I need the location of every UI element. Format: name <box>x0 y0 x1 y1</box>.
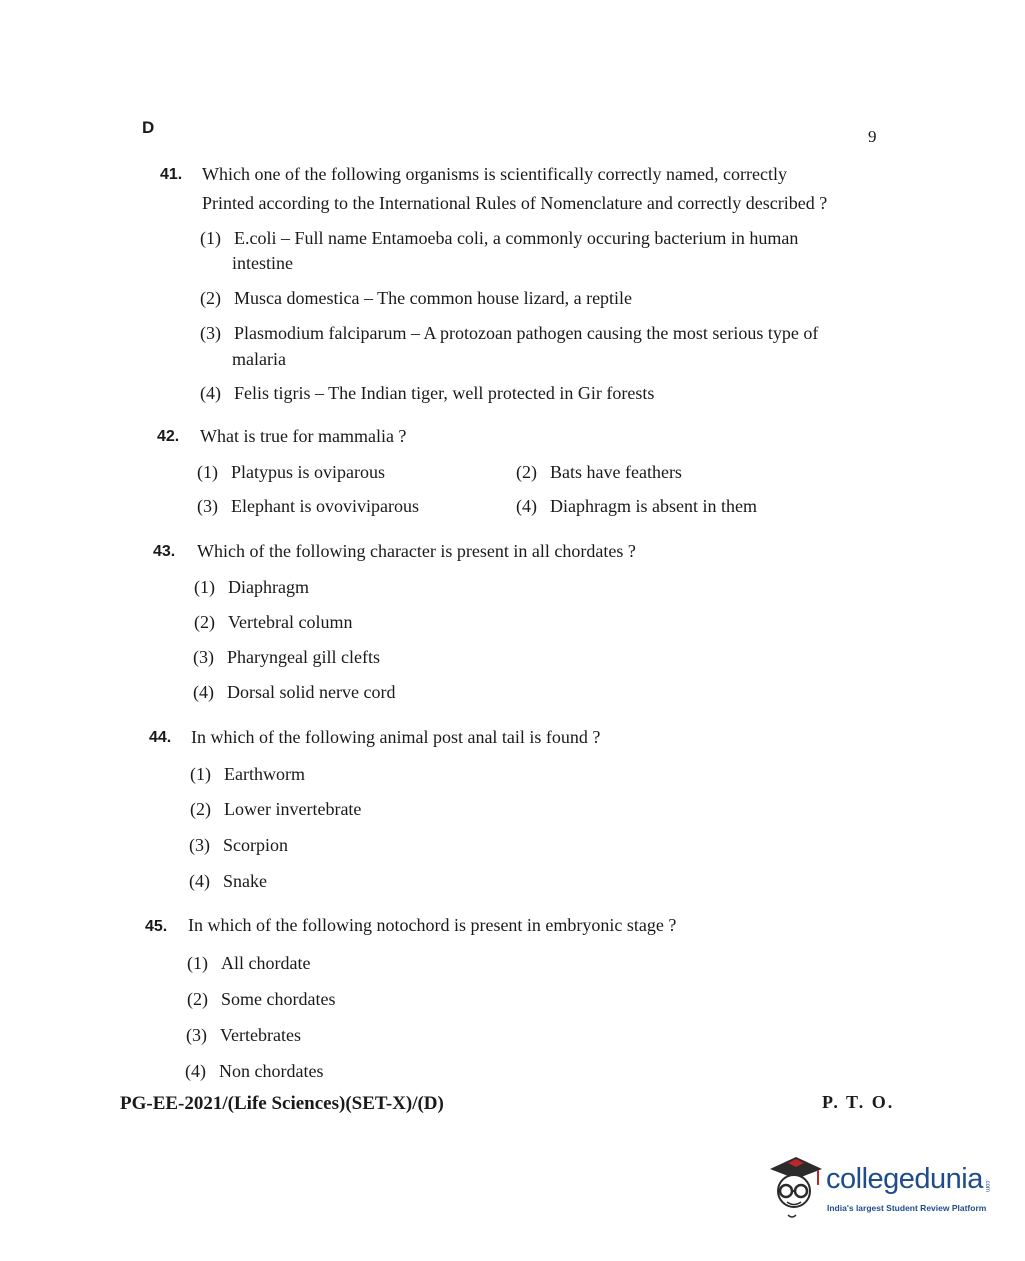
q42-option-1 <box>197 460 385 484</box>
option-number: (4) <box>200 383 221 403</box>
page-number: 9 <box>868 127 877 146</box>
option-number: (1) <box>194 577 215 597</box>
option-text: Snake <box>223 871 267 891</box>
question-text-44: In which of the following animal post anal tail is found ? <box>191 727 601 747</box>
question-number-45: 45. <box>145 918 168 935</box>
logo-brand: collegedunia <box>826 1163 983 1195</box>
q45-option-3 <box>186 1023 301 1047</box>
question-number-41: 41. <box>160 166 183 183</box>
question-text-43: Which of the following character is present in all chordates ? <box>197 541 636 561</box>
option-text: Dorsal solid nerve cord <box>227 682 396 702</box>
option-text: Vertebrates <box>220 1025 301 1045</box>
collegedunia-logo <box>766 1155 996 1225</box>
option-number: (1) <box>197 462 218 482</box>
question-text-41-line1: Which one of the following organisms is scientifically correctly named, correctly <box>202 164 787 184</box>
option-text: Platypus is oviparous <box>231 462 386 482</box>
option-number: (1) <box>200 228 221 248</box>
option-text: Diaphragm is absent in them <box>550 496 757 516</box>
q43-option-1 <box>194 575 309 599</box>
option-text: Diaphragm <box>228 577 309 597</box>
option-number: (4) <box>185 1061 206 1081</box>
question-text-45: In which of the following notochord is present in embryonic stage ? <box>188 915 677 935</box>
option-text: Vertebral column <box>228 612 353 632</box>
q45-option-4 <box>185 1059 323 1083</box>
option-text: Bats have feathers <box>550 462 682 482</box>
question-number-43: 43. <box>153 543 176 560</box>
q44-option-3 <box>189 833 288 857</box>
q42-option-4 <box>516 494 757 518</box>
option-number: (3) <box>189 835 210 855</box>
option-number: (3) <box>197 496 218 516</box>
option-text: Pharyngeal gill clefts <box>227 647 380 667</box>
option-text: Some chordates <box>221 989 336 1009</box>
option-text: All chordate <box>221 953 311 973</box>
option-text: Felis tigris – The Indian tiger, well protected in Gir forests <box>234 383 655 403</box>
q43-option-2 <box>194 610 352 634</box>
option-number: (3) <box>200 323 221 343</box>
logo-tagline: India's largest Student Review Platform <box>827 1203 987 1213</box>
q44-option-4 <box>189 869 267 893</box>
q43-option-4 <box>193 680 395 704</box>
option-text: Elephant is ovoviviparous <box>231 496 419 516</box>
pto-label: P. T. O. <box>822 1092 895 1112</box>
q41-option-3-line2: malaria <box>232 349 286 369</box>
q41-option-1-line2: intestine <box>232 253 293 273</box>
question-number-44: 44. <box>149 729 172 746</box>
option-text: Musca domestica – The common house lizard, a reptile <box>234 288 633 308</box>
q41-option-4 <box>200 381 654 405</box>
option-text: Earthworm <box>224 764 305 784</box>
option-number: (4) <box>193 682 214 702</box>
q45-option-1 <box>187 951 310 975</box>
q42-option-3 <box>197 494 419 518</box>
option-text: Scorpion <box>223 835 288 855</box>
option-number: (4) <box>516 496 537 516</box>
option-text: Lower invertebrate <box>224 799 362 819</box>
set-label: D <box>142 118 155 137</box>
q43-option-3 <box>193 645 380 669</box>
option-number: (3) <box>193 647 214 667</box>
q41-option-3 <box>200 321 818 345</box>
question-text-42: What is true for mammalia ? <box>200 426 407 446</box>
option-text: E.coli – Full name Entamoeba coli, a commonly occuring bacterium in human <box>234 228 799 248</box>
option-number: (4) <box>189 871 210 891</box>
logo-domain: .com <box>984 1179 990 1193</box>
option-number: (2) <box>194 612 215 632</box>
option-number: (2) <box>190 799 211 819</box>
paper-code: PG-EE-2021/(Life Sciences)(SET-X)/(D) <box>120 1093 444 1114</box>
option-text: Plasmodium falciparum – A protozoan pathogen causing the most serious type of <box>234 323 819 343</box>
option-number: (2) <box>200 288 221 308</box>
option-number: (2) <box>516 462 537 482</box>
option-number: (1) <box>187 953 208 973</box>
q45-option-2 <box>187 987 335 1011</box>
option-number: (3) <box>186 1025 207 1045</box>
q44-option-1 <box>190 762 305 786</box>
question-text-41 <box>202 162 868 187</box>
q41-option-2 <box>200 286 632 310</box>
option-number: (2) <box>187 989 208 1009</box>
graduate-icon <box>766 1155 824 1225</box>
question-number-42: 42. <box>157 428 180 445</box>
option-text: Non chordates <box>219 1061 324 1081</box>
q41-option-1 <box>200 226 798 250</box>
question-text-41-line2: Printed according to the International Rules of Nomenclature and correctly described ? <box>202 193 828 213</box>
q44-option-2 <box>190 797 361 821</box>
option-number: (1) <box>190 764 211 784</box>
q42-option-2 <box>516 460 682 484</box>
